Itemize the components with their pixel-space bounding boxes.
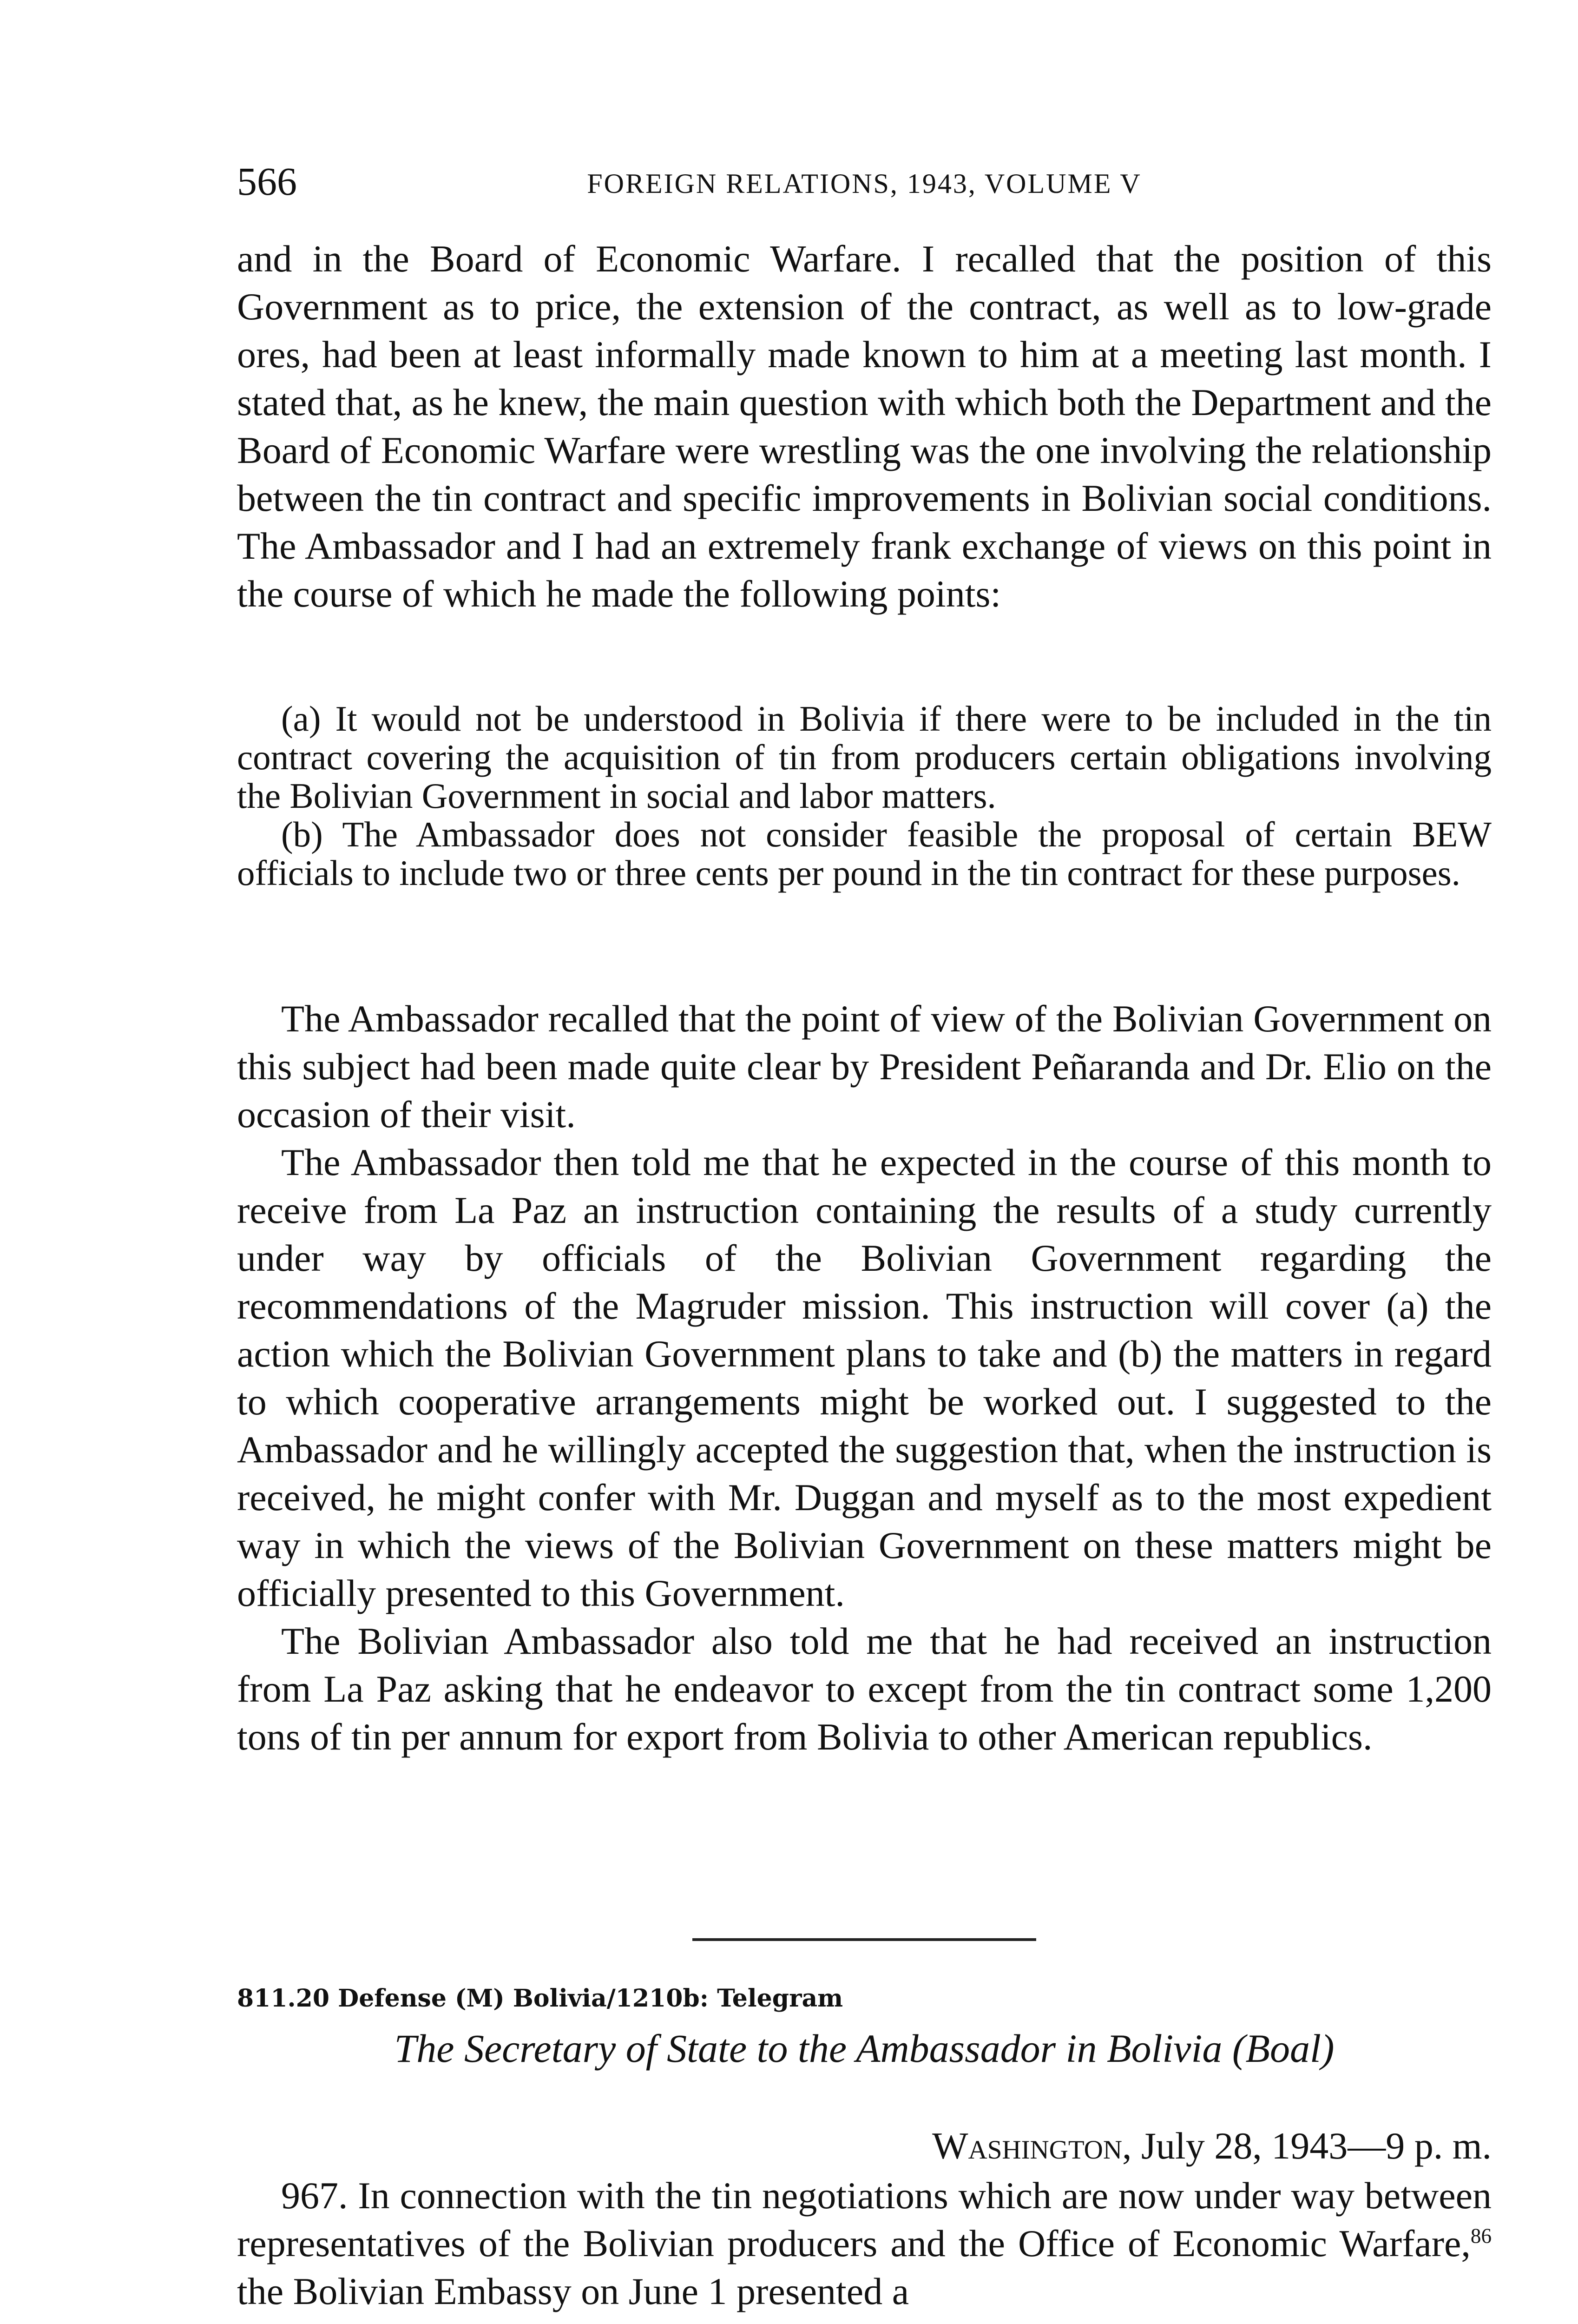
section-divider [692,1938,1036,1941]
quoted-points [237,700,1492,892]
main-text [237,235,1492,618]
point-a: (a) It would not be understood in Bolivia if there were to be included in the tin contract covering the acquisition of tin from producers certain obligations involving the Bolivian Government in social and labor matters. [237,699,1492,816]
dateline-date: , July 28, 1943—9 p. m. [1122,2125,1492,2167]
main-text-continued [237,995,1492,1761]
file-reference: 811.20 Defense (M) Bolivia/1210b: Telegram [237,1984,843,2013]
dateline [932,2122,1492,2170]
point-b: (b) The Ambassador does not consider feasible the proposal of certain BEW officials to include two or three cents per pound in the tin contract for these purposes. [237,814,1492,893]
paragraph-tin-export: The Bolivian Ambassador also told me that he had received an instruction from La Paz asking that he endeavor to except from the tin contract some 1,200 tons of tin per annum for export from Bolivia to other American republics. [237,1620,1492,1758]
dateline-place: Washington [932,2125,1123,2167]
paragraph-instruction: The Ambassador then told me that he expected in the course of this month to receive from La Paz an instruction containing the results of a study currently under way by officials of the Bolivian Government regarding the recommendations of the Magruder mission. This instruction will cover (a) the action which the Bolivian Government plans to take and (b) the matters in regard to which cooperative arrangements might be worked out. I suggested to the Ambassador and he willingly accepted the suggestion that, when the instruction is received, he might confer with Mr. Duggan and myself as to the most expedient way in which the views of the Bolivian Government on these matters might be officially presented to this Government. [237,1141,1492,1614]
footnote-reference: 86 [1470,2224,1492,2248]
paragraph-continuation: and in the Board of Economic Warfare. I recalled that the position of this Government as to price, the extension of the contract, as well as to low-grade ores, had been at least informally made known to him at a meeting last month. I stated that, as he knew, the main question with which both the Department and the Board of Economic Warfare were wrestling was the one involving the relationship between the tin contract and specific improvements in Bolivian social conditions. The Ambassador and I had an extremely frank exchange of views on this point in the course of which he made the following points: [237,238,1492,615]
telegram-text-continued: the Bolivian Embassy on June 1 presented a [237,2270,909,2312]
paragraph-ambassador-recalled: The Ambassador recalled that the point of view of the Bolivian Government on this subject had been made quite clear by President Peñaranda and Dr. Elio on the occasion of their visit. [237,997,1492,1136]
running-title: FOREIGN RELATIONS, 1943, VOLUME V [587,168,1142,199]
page-header [237,158,1492,209]
telegram-body [237,2172,1492,2315]
telegram-text: 967. In connection with the tin negotiations which are now under way between representatives of the Bolivian producers and the Office of Economic Warfare, [237,2174,1492,2265]
page-number: 566 [237,159,297,204]
telegram-paragraph [237,2172,1492,2315]
document-title: The Secretary of State to the Ambassador in Bolivia (Boal) [394,2026,1335,2071]
